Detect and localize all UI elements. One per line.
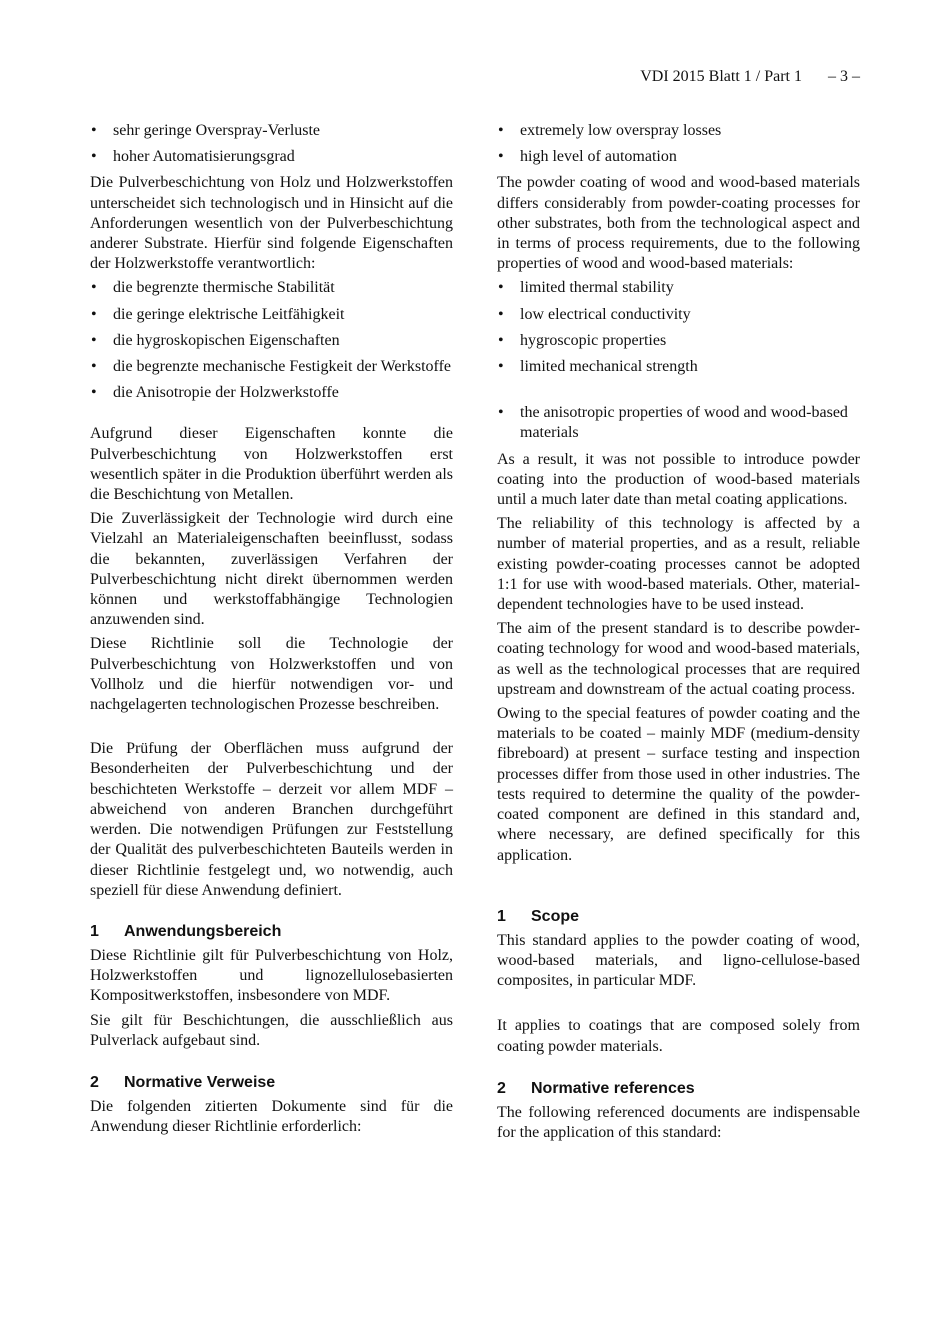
paragraph: Die Pulverbeschichtung von Holz und Holzwerkstoffen unterscheidet sich technologisch und in Hinsicht auf die Anforderungen wesentlich von der Pulverbeschichtung anderer Substrate. Hierfür sind folgende Eigenschaften der Holzwerkstoffe verantwortlich: [90, 174, 453, 273]
section-title: Scope [531, 907, 580, 925]
german-column [90, 121, 453, 1141]
paragraph: As a result, it was not possible to introduce powder coating into the production of wood-based materials until a much later date than metal coating applications. [497, 450, 860, 509]
page-number: – 3 – [828, 68, 860, 85]
paragraph: Die Prüfung der Oberflächen muss aufgrund der Besonderheiten der Pulverbeschichtung und der beschichteten Werkstoffe – derzeit vor allem MDF – abweichend von anderen Branchen durchgeführt werden. Die notwendigen Prüfungen zur Feststellung der Qualität des pulverbeschichteten Bauteils werden in dieser Richtlinie festgelegt und, wo notwendig, auch speziell für diese Anwendung definiert. [90, 740, 453, 899]
paragraph: The reliability of this technology is affected by a number of material properties, and as a result, reliable existing powder-coating processes cannot be adopted 1:1 for use with wood-based materials. Other, material-dependent technologies have to be used instead. [497, 515, 860, 614]
section-heading-scope [497, 907, 860, 927]
paragraph: The following referenced documents are indispensable for the application of this standard: [497, 1103, 860, 1141]
paragraph: Die folgenden zitierten Dokumente sind für die Anwendung dieser Richtlinie erforderlich: [90, 1097, 453, 1136]
paragraph: It applies to coatings that are composed solely from coating powder materials. [497, 1017, 860, 1055]
bullet-item: • hygroscopic properties [497, 331, 860, 351]
bullet-item: • low electrical conductivity [497, 305, 860, 325]
section-title: Anwendungsbereich [124, 922, 282, 940]
paragraph: Aufgrund dieser Eigenschaften konnte die Pulverbeschichtung von Holzwerkstoffen erst wesentlich später in die Produktion überführt werden als die Beschichtung von Metallen. [90, 425, 453, 504]
paragraph: This standard applies to the powder coating of wood, wood-based materials, and ligno-cellulose-based composites, in particular MDF. [497, 931, 860, 990]
paragraph: Diese Richtlinie gilt für Pulverbeschichtung von Holz, Holzwerkstoffen und lignozellulosebasierten Kompositwerkstoffen, insbesondere von MDF. [90, 946, 453, 1005]
page-header [640, 68, 860, 86]
section-title: Normative Verweise [124, 1073, 276, 1091]
section-heading-references [497, 1079, 860, 1099]
bullet-item: • the anisotropic properties of wood and wood-based materials [497, 403, 860, 443]
paragraph: The aim of the present standard is to describe powder-coating technology for wood and wood-based materials, as well as the technological processes that are required upstream and downstream of the actual coating process. [497, 620, 860, 698]
section-number: 1 [90, 922, 99, 940]
paragraph: Die Zuverlässigkeit der Technologie wird durch eine Vielzahl an Materialeigenschaften beeinflusst, sodass die bekannten, zuverlässigen Verfahren der Pulverbeschichtung nicht direkt übernommen werden können und werkstoffabhängige Technologien anzuwenden sind. [90, 510, 453, 629]
section-title: Normative references [531, 1079, 695, 1097]
bullet-item: • hoher Automatisierungsgrad [90, 147, 453, 167]
bullet-item: • die hygroskopischen Eigenschaften [90, 331, 453, 351]
bullet-item: • limited mechanical strength [497, 357, 860, 377]
bullet-item: • extremely low overspray losses [497, 121, 860, 141]
paragraph: Sie gilt für Beschichtungen, die ausschließlich aus Pulverlack aufgebaut sind. [90, 1011, 453, 1049]
section-heading-references [90, 1073, 453, 1093]
section-number: 2 [497, 1079, 506, 1097]
section-heading-scope [90, 922, 453, 942]
section-number: 1 [497, 907, 506, 925]
bullet-item: • die Anisotropie der Holzwerkstoffe [90, 383, 453, 403]
paragraph: Diese Richtlinie soll die Technologie der Pulverbeschichtung von Holzwerkstoffen und von Vollholz und die hierfür notwendigen vor- und nachgelagerten technologischen Prozesse beschreiben. [90, 635, 453, 714]
bullet-item: • die geringe elektrische Leitfähigkeit [90, 305, 453, 325]
bullet-item: • limited thermal stability [497, 278, 860, 298]
bullet-item: • die begrenzte mechanische Festigkeit der Werkstoffe [90, 357, 453, 377]
bullet-item: • sehr geringe Overspray-Verluste [90, 121, 453, 141]
bullet-item: • high level of automation [497, 147, 860, 167]
bullet-item: • die begrenzte thermische Stabilität [90, 278, 453, 298]
section-number: 2 [90, 1073, 99, 1091]
document-title: VDI 2015 Blatt 1 / Part 1 [640, 68, 802, 85]
english-column [497, 121, 860, 1147]
paragraph: Owing to the special features of powder coating and the materials to be coated – mainly MDF (medium-density fibreboard) at present – surface testing and inspection processes differ from those used in other industries. The tests required to determine the quality of the powder-coated component are defined in this standard and, where necessary, are defined specifically for this application. [497, 705, 860, 864]
paragraph: The powder coating of wood and wood-based materials differs considerably from powder-coating processes for other substrates, both from the technological aspect and in terms of process requirements, due to the following properties of wood and wood-based materials: [497, 174, 860, 273]
